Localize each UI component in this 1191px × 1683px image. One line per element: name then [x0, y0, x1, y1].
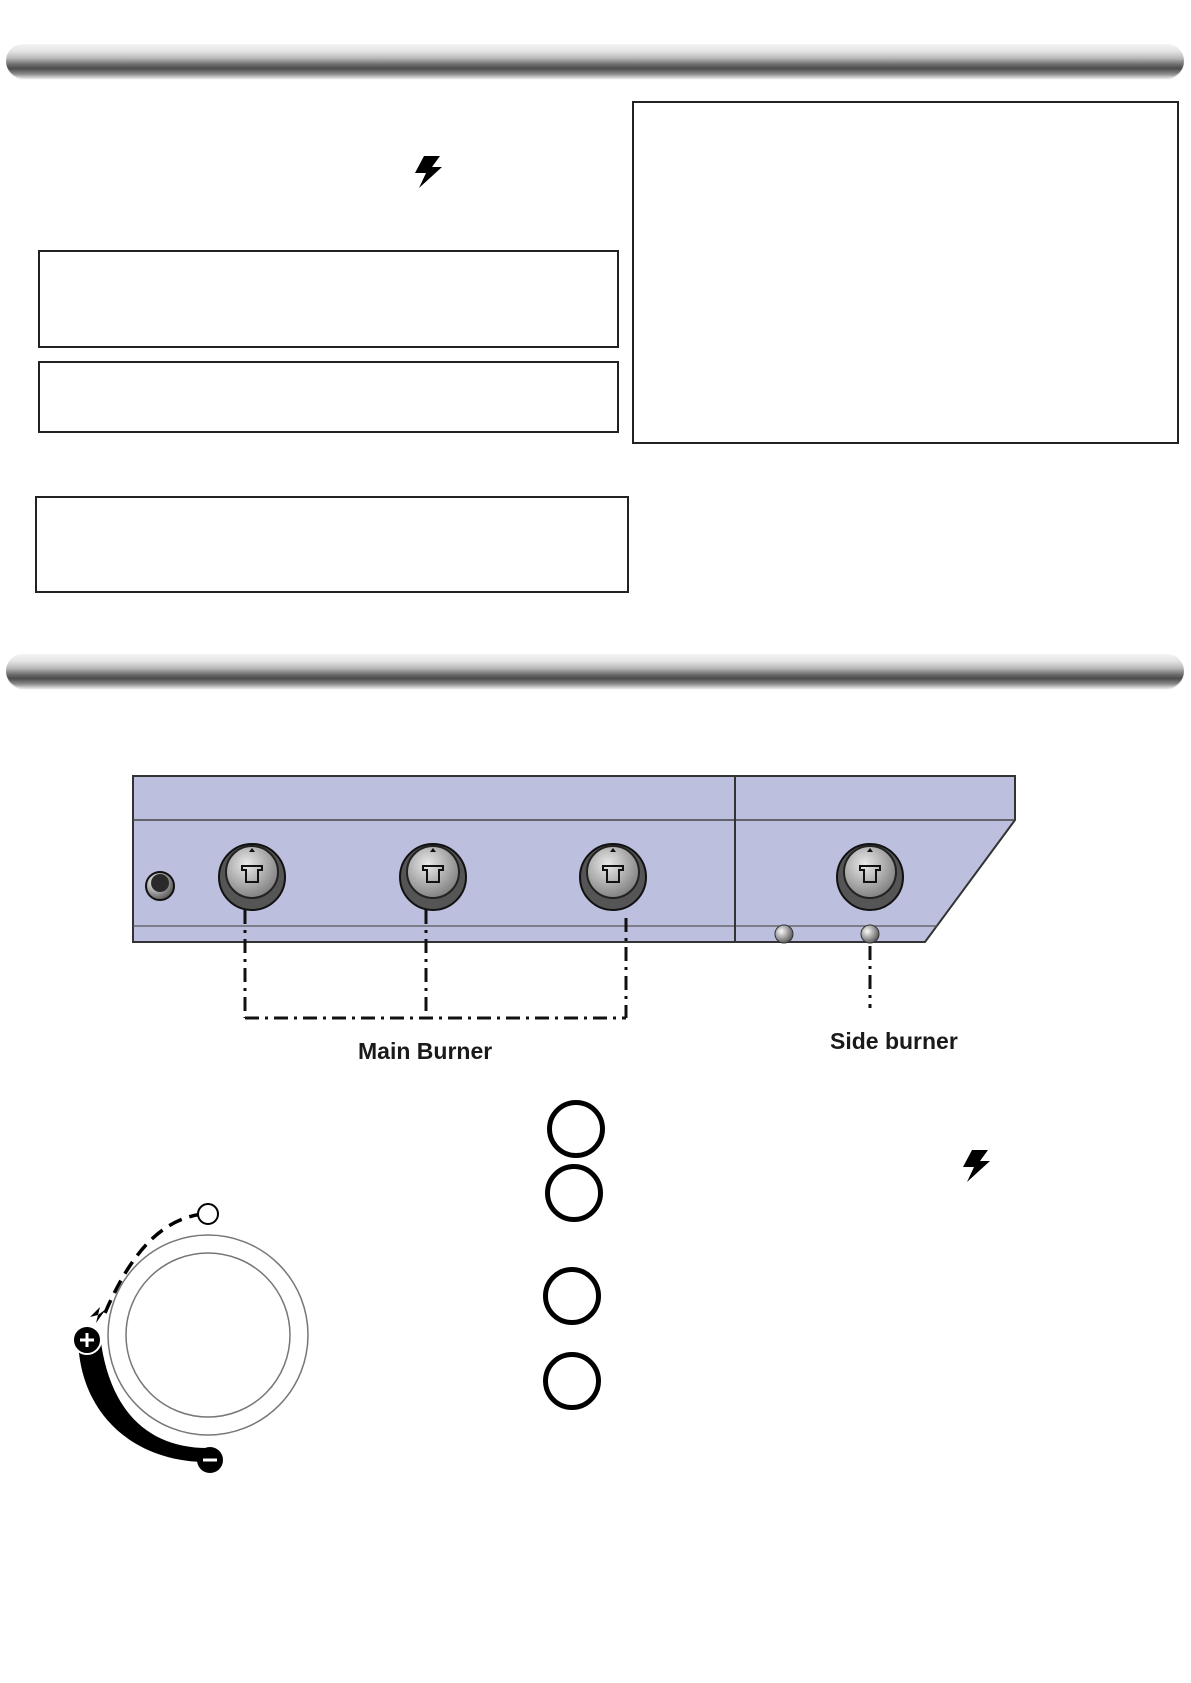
step-marker-2 [545, 1164, 603, 1222]
step-marker-4 [543, 1352, 601, 1410]
warning-box-1 [38, 250, 619, 348]
knob-dial-diagram [60, 1195, 330, 1485]
lightning-bolt-icon [958, 1148, 994, 1184]
info-panel [632, 101, 1179, 444]
minus-icon [197, 1447, 223, 1473]
main-burner-knob-2 [400, 844, 466, 910]
control-panel-illustration [125, 770, 1025, 1070]
off-marker-icon [198, 1204, 218, 1224]
section-header-bar-2 [6, 654, 1184, 688]
main-burner-label: Main Burner [358, 1038, 493, 1064]
spark-icon [90, 1307, 106, 1323]
main-burner-knob-1 [219, 844, 285, 910]
step-marker-1 [547, 1100, 605, 1158]
warning-box-3 [35, 496, 629, 593]
plus-icon [73, 1326, 101, 1354]
side-burner-knob [837, 844, 903, 910]
main-burner-knob-3 [580, 844, 646, 910]
side-burner-label: Side burner [830, 1028, 958, 1054]
section-header-bar [6, 44, 1184, 78]
step-marker-3 [543, 1267, 601, 1325]
lightning-bolt-icon [410, 154, 446, 190]
warning-box-2 [38, 361, 619, 433]
